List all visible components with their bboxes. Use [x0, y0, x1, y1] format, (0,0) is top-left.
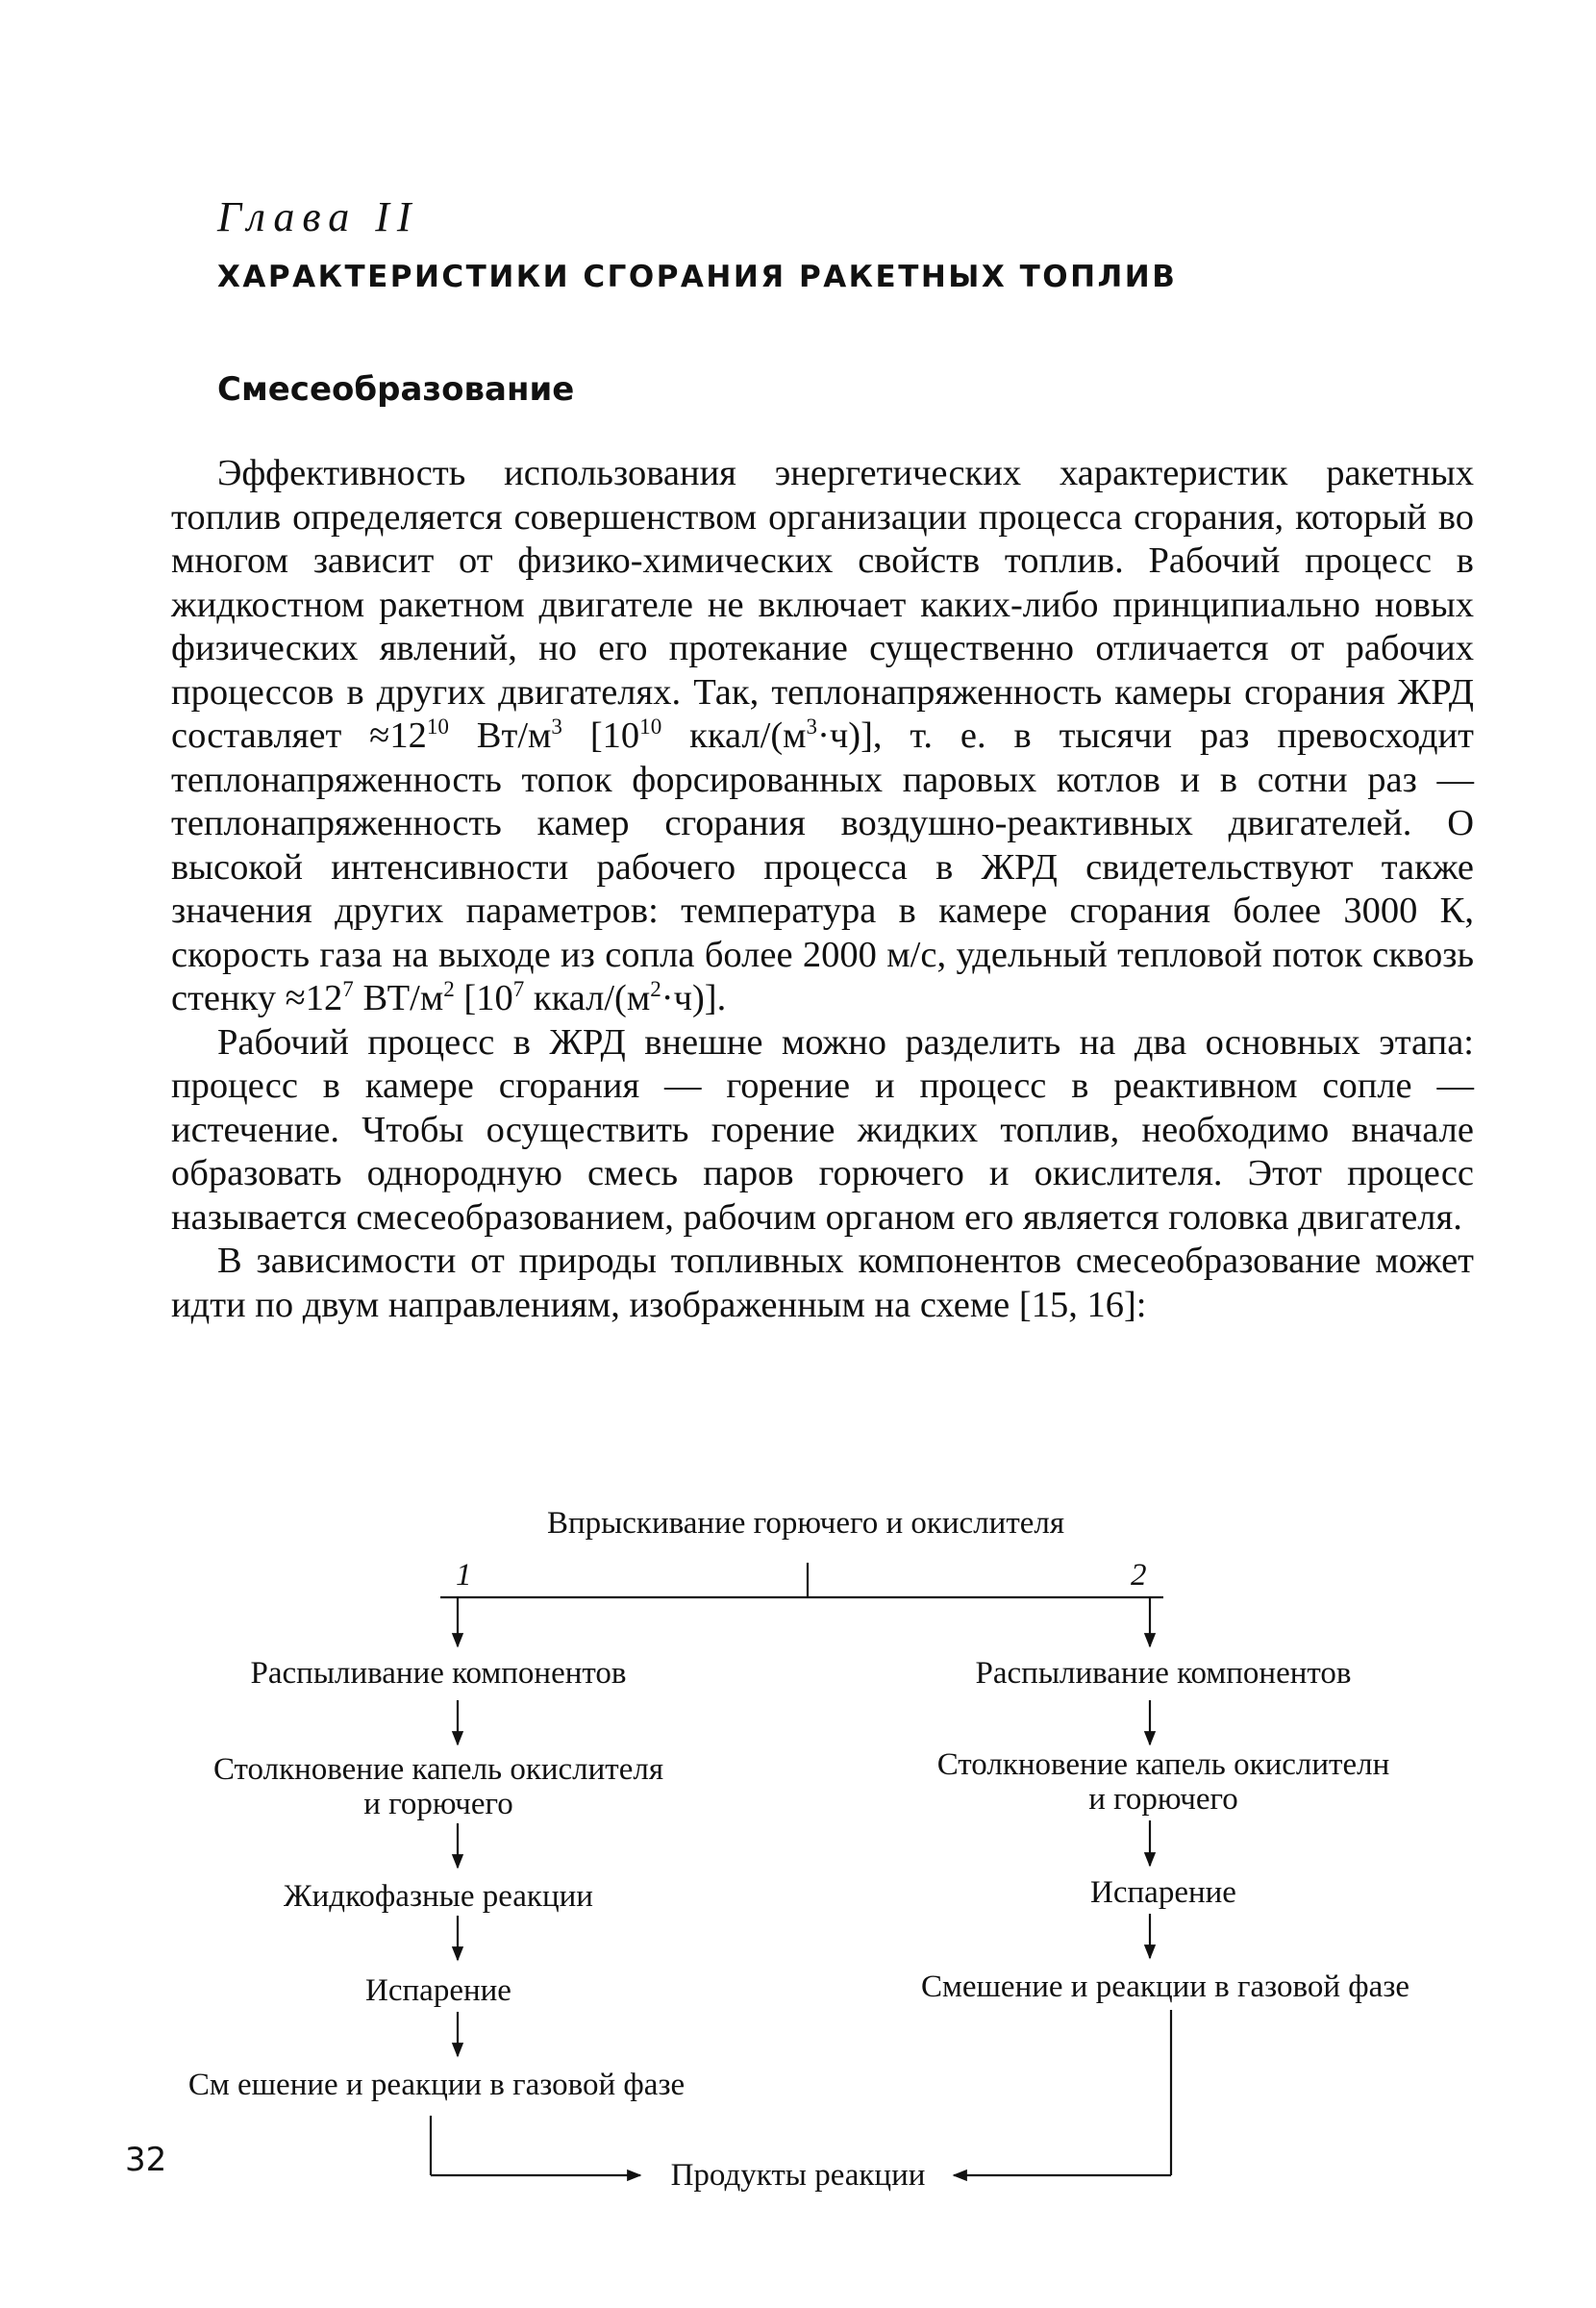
p1-unit-1: Вт/м	[448, 715, 552, 756]
right-step-2-line-1: Столкновение капель окислителн	[936, 1747, 1390, 1782]
result-label: Продукты реакции	[670, 2158, 926, 2193]
paragraph-2: Рабочий процесс в ЖРД внешне можно разделить на два основных этапа: процесс в камере сгорания — горение и процесс в реактивном сопле — истечение. Чтобы осуществить горение жидких топлив, необходимо вначале образовать однородную смесь паров горючего и окислителя. Этот процесс называется смесеобразованием, рабочим органом его является головка двигателя.	[171, 1021, 1474, 1238]
branch-2-number: 2	[1131, 1558, 1147, 1593]
left-step-3: Жидкофазные реакции	[284, 1879, 593, 1914]
right-step-1: Распыливание компонентов	[975, 1656, 1352, 1691]
right-step-4: Смешение и реакции в газовой фазе	[920, 1969, 1410, 2004]
right-step-3: Испарение	[1090, 1875, 1236, 1910]
p1-exp-8: 2	[650, 976, 661, 1002]
scheme-top-label: Впрыскивание горючего и окислителя	[546, 1506, 1065, 1541]
branch-1-number: 1	[456, 1558, 472, 1593]
left-step-5: См ешение и реакции в газовой фазе	[187, 2068, 686, 2102]
p1-unit-4: ккал/(м	[524, 978, 651, 1018]
chapter-title: ХАРАКТЕРИСТИКИ СГОРАНИЯ РАКЕТНЫХ ТОПЛИВ	[217, 260, 1178, 294]
p1-base-2: 12	[305, 978, 343, 1018]
p1-exp-3: 10	[639, 714, 662, 740]
p1-exp-1: 10	[426, 714, 449, 740]
p1-text-3: ·ч)].	[661, 978, 727, 1018]
p1-exp-5: 7	[342, 976, 354, 1002]
section-title: Смесеобразование	[217, 370, 575, 409]
paragraph-3: В зависимости от природы топливных компонентов смесеобразование может идти по двум направлениям, изображенным на схеме [15, 16]:	[171, 1241, 1474, 1325]
p1-bracket-1: [10	[561, 715, 640, 756]
p1-text-2: ·ч)], т. е. в тысячи раз превосходит теплонапряженность топок форсированных паровых котлов и в сотни раз — теплонапряженность камер сгорания воздушно-реактивных двигателей. О высокой интенсивности рабочего процесса в ЖРД свидетельствуют также значения других параметров: температура в камере сгорания более 3000 К, скорость газа на выходе из сопла более 2000 м/с, удельный тепловой поток сквозь стенку ≈	[171, 715, 1474, 1018]
left-step-4: Испарение	[365, 1973, 511, 2008]
p1-text-1: Эффективность использования энергетических характеристик ракетных топлив определяется совершенством организации процесса сгорания, который во многом зависит от физико-химических свойств топлив. Рабочий процесс в жидкостном ракетном двигателе не включает каких-либо принципиально новых физических явлений, но его протекание существенно отличается от рабочих процессов в других двигателях. Так, теплонапряженность камеры сгорания ЖРД составляет ≈	[171, 453, 1474, 756]
page-number: 32	[125, 2141, 167, 2179]
left-step-2-line-1: Столкновение капель окислителя	[212, 1752, 664, 1787]
p1-exp-6: 2	[443, 976, 455, 1002]
p1-exp-7: 7	[512, 976, 525, 1002]
p1-exp-4: 3	[806, 714, 818, 740]
p1-unit-2: ккал/(м	[661, 715, 807, 756]
left-step-1: Распыливание компонентов	[250, 1656, 627, 1691]
p1-exp-2: 3	[551, 714, 562, 740]
p1-base-1: 12	[389, 715, 427, 756]
chapter-label: Глава II	[217, 193, 419, 240]
right-step-2-line-2: и горючего	[1088, 1782, 1238, 1817]
left-step-2-line-2: и горючего	[363, 1787, 513, 1821]
p1-unit-3: ВТ/м	[353, 978, 444, 1018]
p1-bracket-2: [10	[454, 978, 513, 1018]
